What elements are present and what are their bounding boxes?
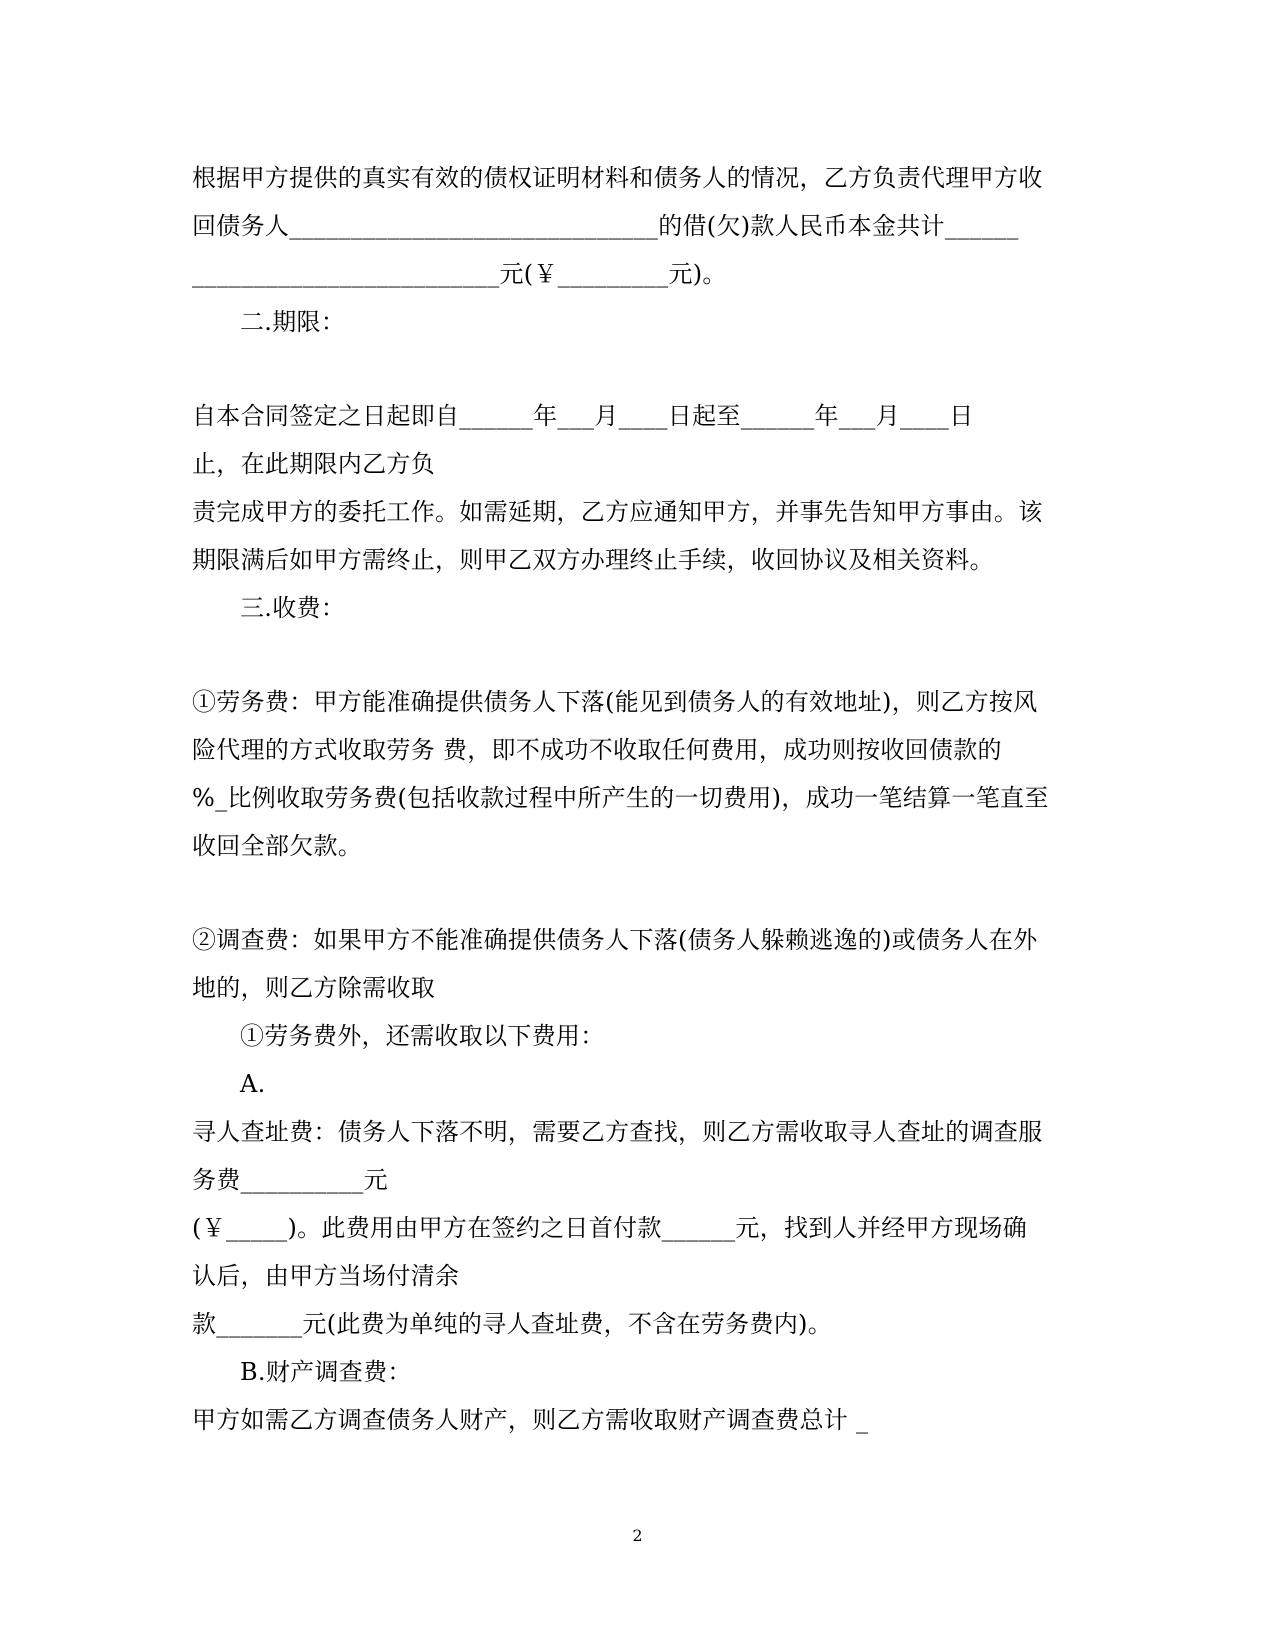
section-heading: 二.期限： xyxy=(240,308,346,336)
text-line: 回债务人______________________________的借(欠)款人民币本金共计______ xyxy=(192,212,1019,240)
list-marker: B.财产调查费： xyxy=(240,1358,412,1386)
text-line: (￥_____)。此费用由甲方在签约之日首付款______元，找到人并经甲方现场确 xyxy=(192,1214,1028,1242)
text-line: ②调查费：如果甲方不能准确提供债务人下落(债务人躲赖逃逸的)或债务人在外 xyxy=(192,926,1038,954)
text-line: %_比例收取劳务费(包括收款过程中所产生的一切费用)，成功一笔结算一笔直至 xyxy=(192,784,1049,812)
text-line: 认后，由甲方当场付清余 xyxy=(192,1262,460,1290)
page-number: 2 xyxy=(632,1526,643,1545)
text-line: 款_______元(此费为单纯的寻人查址费，不含在劳务费内)。 xyxy=(192,1310,833,1338)
list-marker: A. xyxy=(240,1070,266,1098)
section-heading: 三.收费： xyxy=(240,594,346,622)
text-line: 止，在此期限内乙方负 xyxy=(192,450,435,478)
text-line: 期限满后如甲方需终止，则甲乙双方办理终止手续，收回协议及相关资料。 xyxy=(192,546,994,574)
text-line: 根据甲方提供的真实有效的债权证明材料和债务人的情况，乙方负责代理甲方收 xyxy=(192,164,1043,192)
text-line: ①劳务费外，还需收取以下费用： xyxy=(240,1022,605,1050)
text-line: 务费__________元 xyxy=(192,1166,388,1194)
text-line: 地的，则乙方除需收取 xyxy=(192,974,435,1002)
text-line: 责完成甲方的委托工作。如需延期，乙方应通知甲方，并事先告知甲方事由。该 xyxy=(192,498,1043,526)
text-line: ①劳务费：甲方能准确提供债务人下落(能见到债务人的有效地址)，则乙方按风 xyxy=(192,688,1038,716)
text-line: 自本合同签定之日起即自______年___月____日起至______年___月____日 xyxy=(192,402,974,430)
text-line: 寻人查址费：债务人下落不明，需要乙方查找，则乙方需收取寻人查址的调查服 xyxy=(192,1118,1043,1146)
text-line: 收回全部欠款。 xyxy=(192,832,363,860)
text-line: 险代理的方式收取劳务 费，即不成功不收取任何费用，成功则按收回债款的 xyxy=(192,736,1002,764)
text-line: 甲方如需乙方调查债务人财产，则乙方需收取财产调查费总计 _ xyxy=(192,1406,869,1434)
text-line: _________________________元(￥_________元)。 xyxy=(192,260,727,288)
